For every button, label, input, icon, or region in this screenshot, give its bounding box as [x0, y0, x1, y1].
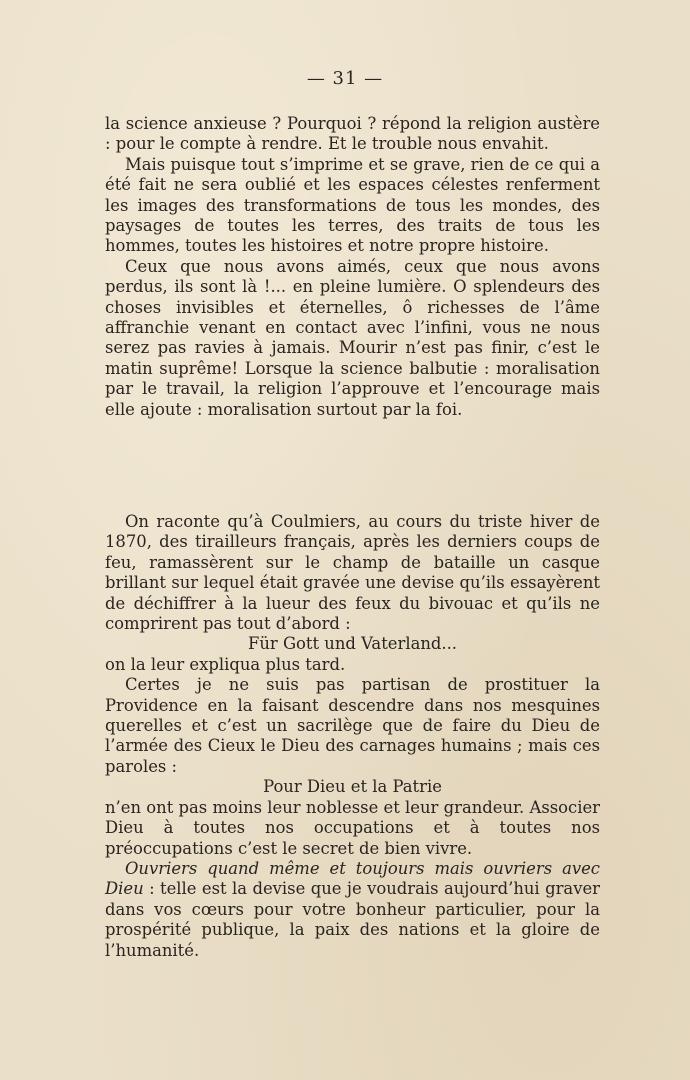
paragraph: n’en ont pas moins leur noblesse et leur grandeur. Associer Dieu à toutes nos occupations et à toutes nos préoccupations c’est le secret de bien vivre. [105, 797, 600, 858]
motto-german: Für Gott und Vaterland... [247, 634, 458, 654]
paragraph: On raconte qu’à Coulmiers, au cours du triste hiver de 1870, des tirailleurs français, après les derniers coups de feu, ramassèrent sur le champ de bataille un casque brillant sur lequel était gravée une devise qu’ils essayèrent de déchiffrer à la lueur des feux du bivouac et qu’ils ne comprirent pas tout d’abord : [105, 512, 600, 634]
page-number: — 31 — [306, 68, 384, 89]
paragraph: Ceux que nous avons aimés, ceux que nous avons perdus, ils sont là !... en pleine lumière. O splendeurs des choses invisibles et éternelles, ô richesses de l’âme affranchie venant en contact avec l’infini, vous ne nous serez pas ravies à jamais. Mourir n’est pas finir, c’est le matin suprême! Lorsque la science balbutie : moralisation par le travail, la religion l’approuve et l’encourage mais elle ajoute : moralisation surtout par la foi. [105, 256, 600, 419]
paragraph-final [105, 859, 600, 961]
text-section-1 [105, 114, 600, 420]
paragraph: Mais puisque tout s’imprime et se grave, rien de ce qui a été fait ne sera oublié et les espaces célestes renferment les images des transformations de tous les mondes, des paysages de toutes les terres, des traits de tous les hommes, toutes les histoires et notre propre histoire. [105, 154, 600, 256]
paragraph: on la leur expliqua plus tard. [105, 654, 346, 674]
italic-motto: Ouvriers quand même et toujours mais ouvriers avec Dieu [105, 858, 600, 899]
motto-french: Pour Dieu et la Patrie [263, 777, 442, 797]
paragraph-final-text: : telle est la devise que je voudrais aujourd’hui graver dans vos cœurs pour votre bonheur particulier, pour la prospérité publique, la paix des nations et la gloire de l’humanité. [105, 879, 600, 960]
paragraph-continuation: la science anxieuse ? Pourquoi ? répond la religion austère : pour le compte à rendre. Et le trouble nous envahit. [105, 114, 600, 154]
text-section-2 [105, 512, 600, 961]
paragraph: Certes je ne suis pas partisan de prostituer la Providence en la faisant descendre dans nos mesquines querelles et c’est un sacrilège que de faire du Dieu de l’armée des Cieux le Dieu des carnages humains ; mais ces paroles : [105, 675, 600, 776]
